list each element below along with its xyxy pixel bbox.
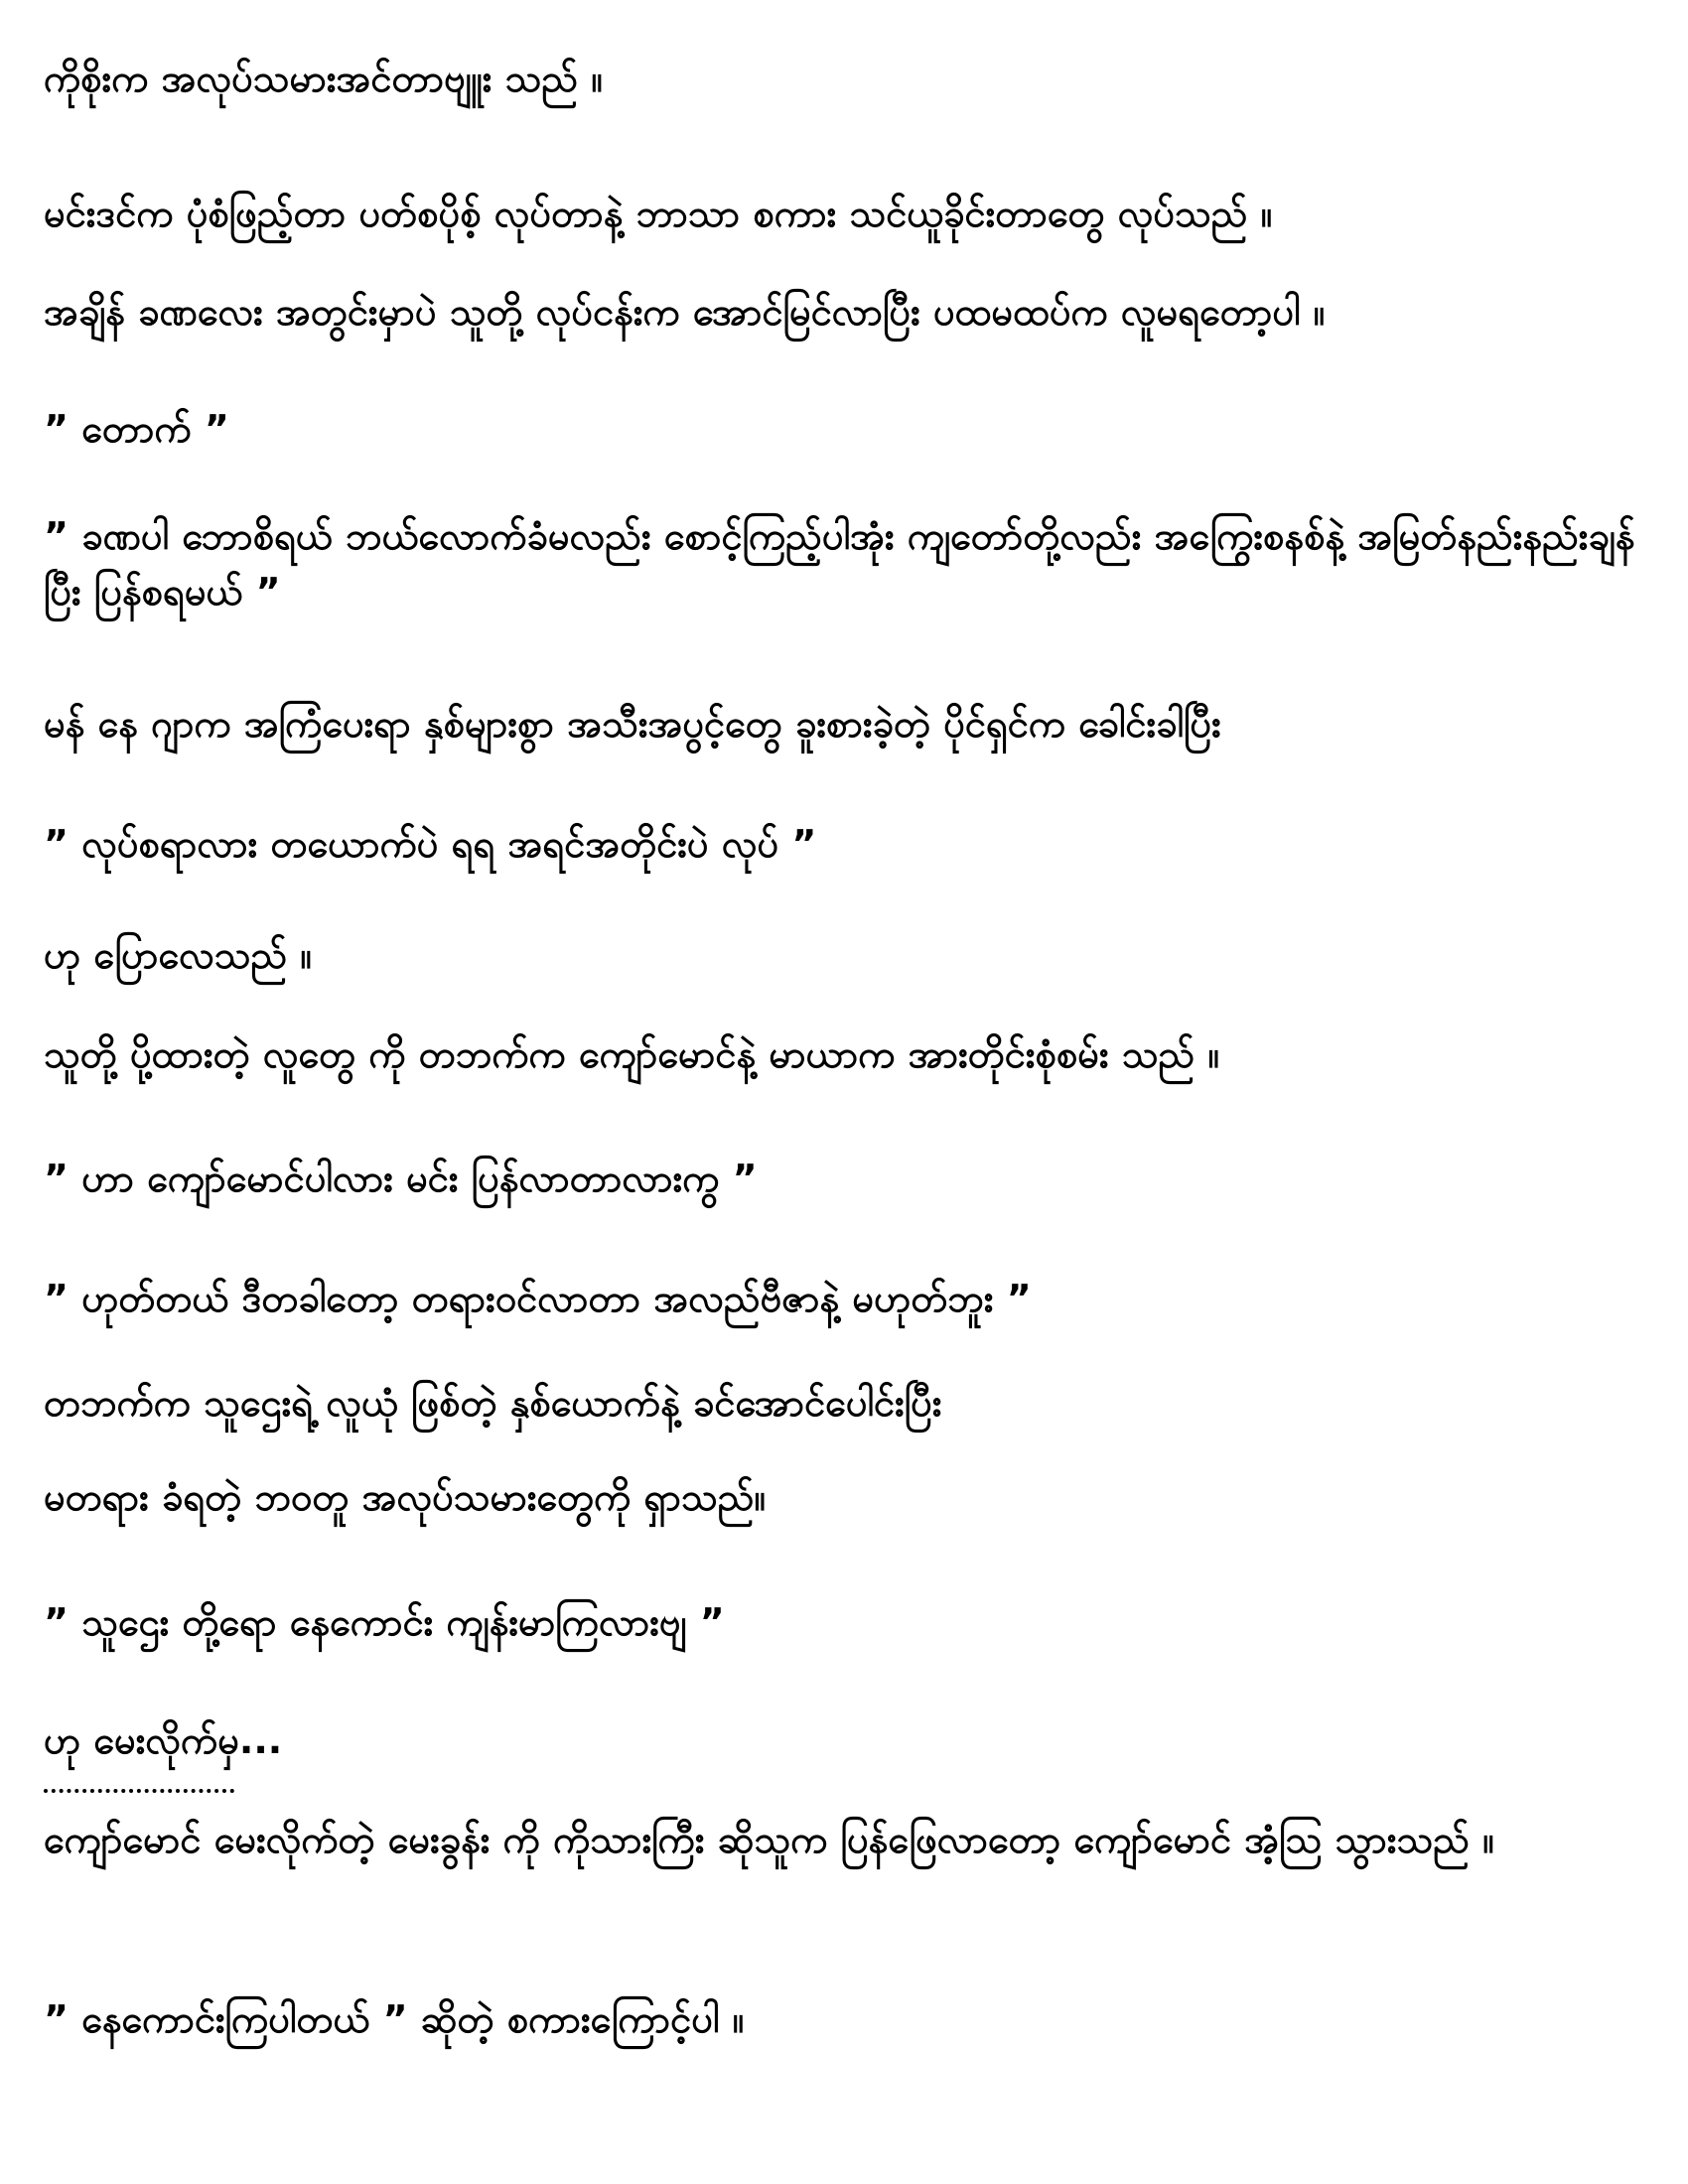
text-line: ” သူဌေး တို့ရော နေကောင်း ကျန်းမာကြလားဗျ ” [44,1600,725,1644]
text-line: သူတို့ ပို့ထားတဲ့ လူတွေ ကို တဘက်က ကျော်မောင်နဲ့ မာယာက အားတိုင်းစုံစမ်း သည် ။ [44,1032,1220,1076]
text-line: ဟု မေးလိုက်မှ... [44,1718,283,1762]
text-paragraph: ကျော်မောင် မေးလိုက်တဲ့ မေးခွန်း ကို ကိုသားကြီး ဆိုသူက ပြန်ဖြေလာတော့ ကျော်မောင် အံ့သြ သွားသည် ။ [44,1818,1494,1861]
text-line: မန် နေ ဂျာက အကြံပေးရာ နှစ်များစွာ အသီးအပွင့်တွေ ခူးစားခဲ့တဲ့ ပိုင်ရှင်က ခေါင်းခါပြီး [44,702,1221,746]
text-line: ” နေကောင်းကြပါတယ် ” ဆိုတဲ့ စကားကြောင့်ပါ ။ [44,1997,745,2041]
text-line: ” တောက် ” [44,407,229,451]
text-line: မတရား ခံရတဲ့ ဘဝတူ အလုပ်သမားတွေကို ရှာသည်။ [44,1475,766,1519]
text-line: ” ဟာ ကျော်မောင်ပါလား မင်း ပြန်လာတာလားကွ ” [44,1157,758,1200]
text-line: ကိုစိုးက အလုပ်သမားအင်တာဗျူး သည် ။ [44,57,603,100]
dotted-separator [44,1789,234,1793]
text-line: မင်းဒင်က ပုံစံဖြည့်တာ ပတ်စပိုစ့် လုပ်တာနဲ့ ဘာသာ စကား သင်ယူခိုင်းတာတွေ လုပ်သည် ။ [44,192,1273,235]
text-line: ” ဟုတ်တယ် ဒီတခါတော့ တရားဝင်လာတာ အလည်ဗီဇာနဲ့ မဟုတ်ဘူး ” [44,1277,1032,1320]
text-line: အချိန် ခဏလေး အတွင်းမှာပဲ သူတို့ လုပ်ငန်းက အောင်မြင်လာပြီး ပထမထပ်က လူမရတော့ပါ ။ [44,290,1326,334]
text-paragraph: ” ခဏပါ ဘောစိရယ် ဘယ်လောက်ခံမလည်း စောင့်ကြည့်ပါအုံး ကျတော်တို့လည်း အကြွေးစနစ်နဲ့ အမြတ်နည်းနည်းချန်ပြီး ပြန်စရမယ် ” [44,514,1635,614]
text-line: ဟု ပြောလေသည် ။ [44,933,312,977]
text-line: ” လုပ်စရာလား တယောက်ပဲ ရရ အရင်အတိုင်းပဲ လုပ် ” [44,822,817,866]
text-line: တဘက်က သူဌေးရဲ့ လူယုံ ဖြစ်တဲ့ နှစ်ယောက်နဲ့ ခင်အောင်ပေါင်းပြီး [44,1381,942,1425]
